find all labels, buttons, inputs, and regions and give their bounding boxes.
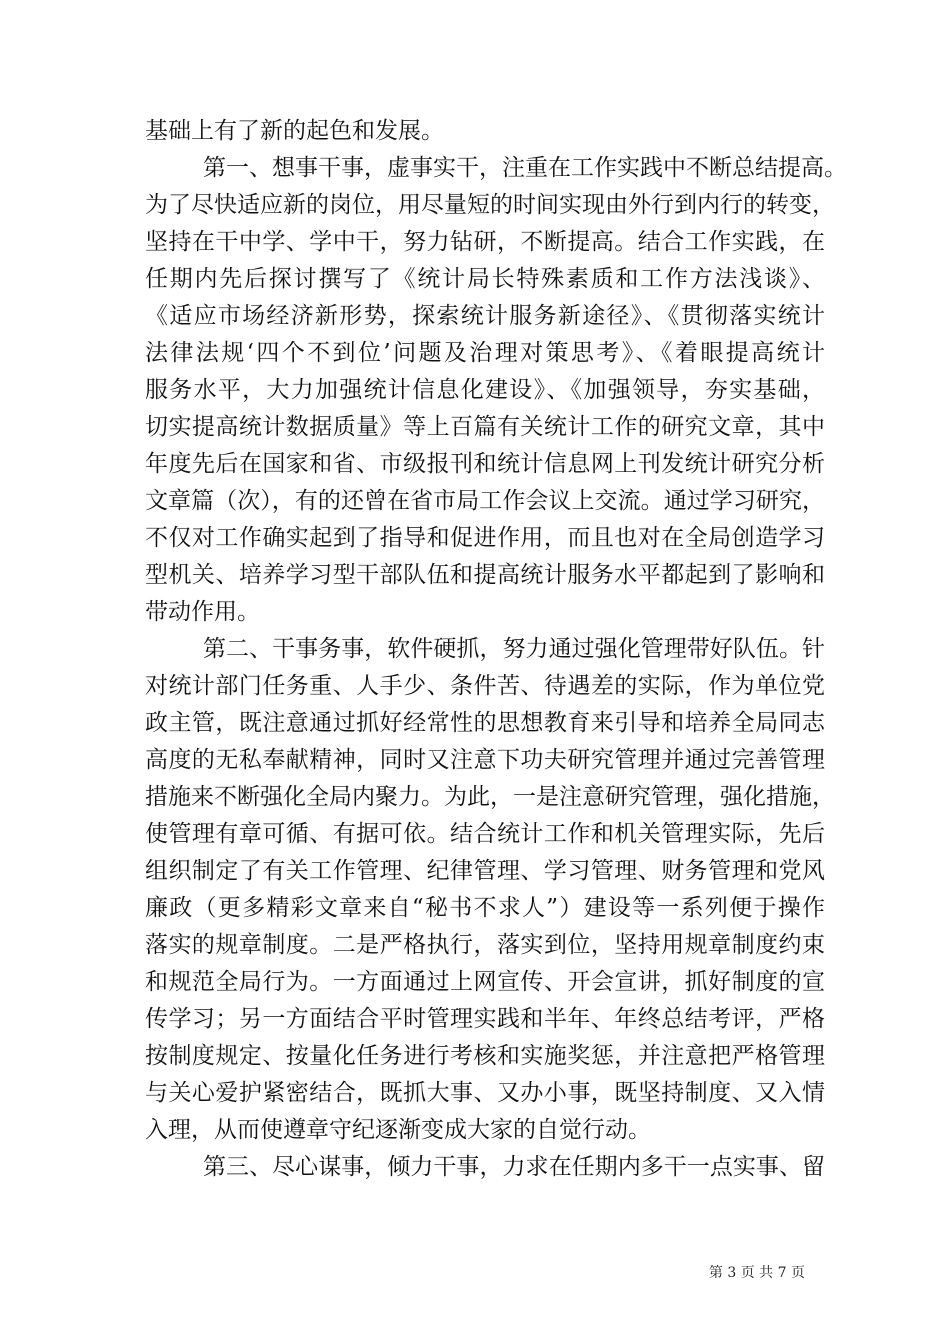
- text-line: 对统计部门任务重、人手少、条件苦、待遇差的实际，作为单位党: [145, 673, 825, 699]
- text-line: 政主管，既注意通过抓好经常性的思想教育来引导和培养全局同志: [145, 710, 825, 736]
- text-line: 坚持在干中学、学中干，努力钻研，不断提高。结合工作实践，在: [145, 229, 825, 255]
- text-line: 不仅对工作确实起到了指导和促进作用，而且也对在全局创造学习: [145, 525, 825, 551]
- text-line: 带动作用。: [145, 599, 260, 625]
- text-line: 与关心爱护紧密结合，既抓大事、又办小事，既坚持制度、又入情: [145, 1080, 825, 1106]
- paragraph-first-line: 第二、干事务事，软件硬抓，努力通过强化管理带好队伍。针: [203, 636, 825, 662]
- text-line: 基础上有了新的起色和发展。: [145, 118, 444, 144]
- text-line: 型机关、培养学习型干部队伍和提高统计服务水平都起到了影响和: [145, 562, 825, 588]
- page-number: 第 3 页 共 7 页: [708, 1265, 805, 1281]
- text-line: 和规范全局行为。一方面通过上网宣传、开会宣讲，抓好制度的宣: [145, 969, 825, 995]
- paragraph-first-line: 第一、想事干事，虚事实干，注重在工作实践中不断总结提高。: [203, 155, 847, 181]
- text-line: 传学习；另一方面结合平时管理实践和半年、年终总结考评，严格: [145, 1006, 825, 1032]
- text-line: 高度的无私奉献精神，同时又注意下功夫研究管理并通过完善管理: [145, 747, 825, 773]
- text-line: 廉政（更多精彩文章来自“秘书不求人”）建设等一系列便于操作: [145, 895, 825, 921]
- text-line: 年度先后在国家和省、市级报刊和统计信息网上刊发统计研究分析: [145, 451, 825, 477]
- text-line: 入理，从而使遵章守纪逐渐变成大家的自觉行动。: [145, 1117, 651, 1143]
- text-line: 按制度规定、按量化任务进行考核和实施奖惩，并注意把严格管理: [145, 1043, 825, 1069]
- text-line: 文章篇（次），有的还曾在省市局工作会议上交流。通过学习研究，: [145, 488, 825, 514]
- text-line: 使管理有章可循、有据可依。结合统计工作和机关管理实际，先后: [145, 821, 825, 847]
- text-line: 服务水平，大力加强统计信息化建设》、《加强领导，夯实基础，: [145, 377, 825, 403]
- text-line: 为了尽快适应新的岗位，用尽量短的时间实现由外行到内行的转变，: [145, 192, 835, 218]
- text-line: 落实的规章制度。二是严格执行，落实到位，坚持用规章制度约束: [145, 932, 825, 958]
- paragraph-first-line: 第三、尽心谋事，倾力干事，力求在任期内多干一点实事、留: [203, 1154, 825, 1180]
- text-line: 《适应市场经济新形势，探索统计服务新途径》、《贯彻落实统计: [145, 303, 825, 329]
- text-line: 组织制定了有关工作管理、纪律管理、学习管理、财务管理和党风: [145, 858, 825, 884]
- text-line: 措施来不断强化全局内聚力。为此，一是注意研究管理，强化措施，: [145, 784, 835, 810]
- text-line: 法律法规‘四个不到位’问题及治理对策思考》、《着眼提高统计: [145, 340, 825, 366]
- text-line: 任期内先后探讨撰写了《统计局长特殊素质和工作方法浅谈》、: [145, 266, 825, 292]
- document-body: [145, 113, 847, 1186]
- text-line: 切实提高统计数据质量》等上百篇有关统计工作的研究文章，其中: [145, 414, 825, 440]
